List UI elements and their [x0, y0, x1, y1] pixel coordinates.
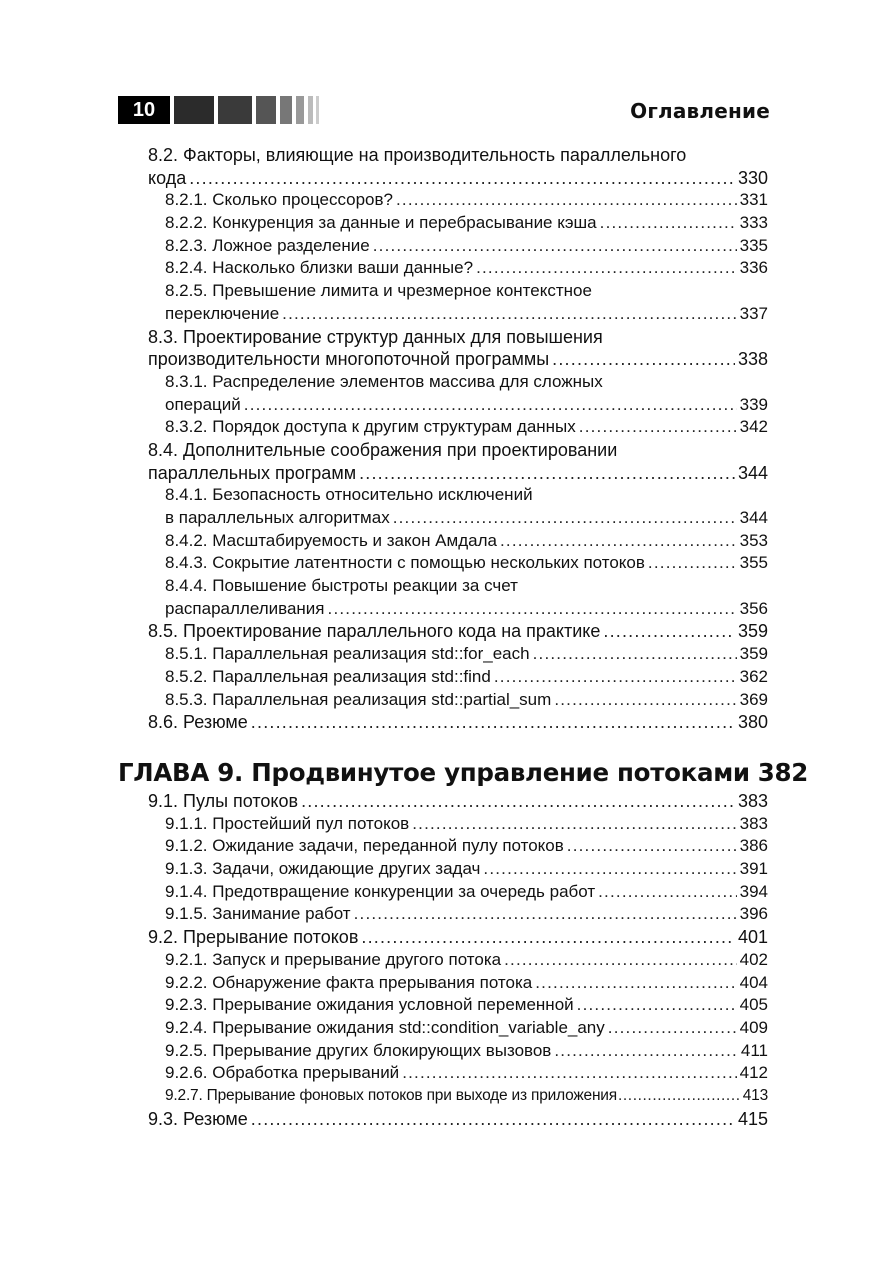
toc-entry-title: операций: [165, 394, 241, 414]
toc-entry[interactable]: [165, 235, 768, 258]
toc-entry[interactable]: [148, 620, 768, 643]
toc-entry[interactable]: [165, 1017, 768, 1040]
toc-entry[interactable]: [165, 972, 768, 995]
toc-entry-page: 413: [742, 1086, 768, 1104]
toc-part-chapter-9: [148, 790, 768, 1130]
toc-entry-title: 8.3.2. Порядок доступа к другим структурам данных: [165, 417, 576, 437]
toc-entry-title: 9.2.2. Обнаружение факта прерывания потока: [165, 972, 533, 992]
toc-entry-page: 339: [739, 394, 768, 414]
toc-entry-page: 359: [737, 621, 768, 642]
toc-entry-page: 331: [739, 190, 768, 210]
toc-entry[interactable]: [148, 348, 768, 371]
toc-entry-page: 396: [739, 904, 768, 924]
dot-leader: [504, 949, 737, 972]
toc-entry[interactable]: [165, 643, 768, 666]
toc-entry[interactable]: [165, 1040, 768, 1063]
dot-leader: [393, 507, 737, 530]
toc-entry[interactable]: [165, 303, 768, 326]
dot-leader: [361, 926, 735, 949]
toc-entry[interactable]: [165, 949, 768, 972]
dot-leader: [500, 530, 737, 553]
toc-entry-page: 344: [739, 508, 768, 527]
toc-entry-page: 335: [739, 235, 768, 255]
toc-entry-title: 9.2.3. Прерывание ожидания условной переменной: [165, 995, 574, 1015]
toc-entry[interactable]: [165, 507, 768, 530]
toc-entry[interactable]: [165, 666, 768, 689]
toc-entry-page: 342: [739, 417, 768, 437]
toc-entry[interactable]: [165, 552, 768, 575]
toc-entry-page: 394: [739, 881, 768, 901]
dot-leader: [359, 462, 735, 485]
toc-entry-page: 369: [739, 689, 768, 709]
header-decor-block: [296, 96, 304, 124]
toc-entry-page: 362: [739, 666, 768, 686]
toc-entry[interactable]: [165, 858, 768, 881]
toc-entry-title: 8.2.3. Ложное разделение: [165, 235, 370, 255]
toc-entry-title: кода: [148, 167, 187, 188]
toc-entry-title: 8.4.3. Сокрытие латентности с помощью нескольких потоков: [165, 553, 645, 573]
dot-leader: [579, 416, 737, 439]
toc-entry[interactable]: [148, 790, 768, 813]
toc-entry-page: 391: [739, 859, 768, 879]
toc-entry[interactable]: [165, 371, 768, 394]
toc-entry-page: 404: [739, 972, 768, 992]
toc-entry-title: 8.4. Дополнительные соображения при проектировании: [148, 439, 618, 460]
dot-leader: [648, 552, 737, 575]
page-header: [118, 96, 770, 126]
toc-entry[interactable]: [148, 326, 768, 349]
toc-entry-page: 409: [739, 1017, 768, 1037]
toc-entry-page: 405: [739, 995, 768, 1015]
toc-entry[interactable]: [148, 462, 768, 485]
toc-entry-title: 8.4.4. Повышение быстроты реакции за счет: [165, 576, 518, 596]
section-title: Оглавление: [630, 99, 770, 123]
dot-leader: [554, 1040, 738, 1063]
dot-leader: [189, 167, 735, 190]
toc-entry-title: 9.2. Прерывание потоков: [148, 927, 359, 948]
toc-entry-page: 412: [739, 1063, 768, 1083]
toc-entry[interactable]: [165, 598, 768, 621]
toc-entry-page: 355: [739, 553, 768, 573]
dot-leader: [412, 813, 736, 836]
toc-entry-title: 8.2.1. Сколько процессоров?: [165, 190, 393, 210]
toc-entry[interactable]: [165, 484, 768, 507]
toc-entry[interactable]: [148, 167, 768, 190]
dot-leader: [494, 666, 737, 689]
toc-entry-title: переключение: [165, 303, 280, 323]
dot-leader: [600, 212, 737, 235]
toc-entry-title: 9.3. Резюме: [148, 1108, 248, 1129]
toc-entry-title: 8.3. Проектирование структур данных для повышения: [148, 326, 603, 347]
toc-entry-page: 386: [739, 836, 768, 856]
toc-entry-title: производительности многопоточной программы: [148, 349, 550, 370]
toc-entry[interactable]: [165, 212, 768, 235]
toc-entry-title: 9.1.2. Ожидание задачи, переданной пулу потоков: [165, 836, 564, 856]
dot-leader: [552, 348, 735, 371]
toc-entry-page: 359: [739, 644, 768, 664]
toc-entry-title: 8.5.3. Параллельная реализация std::partial_sum: [165, 689, 552, 709]
toc-part-chapter-8: [148, 144, 768, 734]
toc-entry-title: 8.6. Резюме: [148, 712, 248, 733]
toc-entry-page: 380: [737, 712, 768, 733]
toc-entry[interactable]: [165, 257, 768, 280]
toc-entry[interactable]: [165, 394, 768, 417]
toc-entry[interactable]: [165, 689, 768, 712]
toc-entry-title: 8.5. Проектирование параллельного кода на практике: [148, 621, 601, 642]
chapter-title: ГЛАВА 9. Продвинутое управление потоками: [118, 758, 750, 787]
toc-entry-title: 8.2. Факторы, влияющие на производительность параллельного: [148, 145, 687, 165]
toc-entry-page: 337: [739, 303, 768, 323]
toc-entry-title: параллельных программ: [148, 462, 357, 483]
toc-entry-title: 9.1.4. Предотвращение конкуренции за очередь работ: [165, 881, 596, 901]
toc-entry-title: 8.4.1. Безопасность относительно исключений: [165, 485, 533, 505]
toc-entry-page: 353: [739, 530, 768, 550]
toc-entry-page: 411: [740, 1040, 768, 1060]
toc-entry[interactable]: [165, 903, 768, 926]
toc-entry[interactable]: [165, 1085, 768, 1108]
toc-entry-title: 9.2.1. Запуск и прерывание другого потока: [165, 949, 502, 969]
toc-entry-page: 338: [737, 349, 768, 370]
dot-leader: [476, 257, 737, 280]
toc-entry-page: 333: [739, 213, 768, 233]
dot-leader: [533, 643, 737, 666]
dot-leader: [603, 620, 735, 643]
toc-entry[interactable]: [148, 926, 768, 949]
toc-entry-title: 8.4.2. Масштабируемость и закон Амдала: [165, 530, 497, 550]
toc-entry[interactable]: [165, 189, 768, 212]
toc-entry-title: 8.5.2. Параллельная реализация std::find: [165, 666, 491, 686]
toc-entry-page: 356: [739, 598, 768, 618]
toc-entry-title: 9.2.4. Прерывание ожидания std::condition_variable_any: [165, 1017, 605, 1037]
toc-entry-title: распараллеливания: [165, 598, 325, 618]
toc-entry-title: 9.2.7. Прерывание фоновых потоков при выходе из приложения: [165, 1086, 617, 1104]
dot-leader: [483, 858, 736, 881]
header-decor-block: [256, 96, 276, 124]
dot-leader: [554, 689, 736, 712]
dot-leader: [598, 881, 737, 904]
header-decor-block: [174, 96, 214, 124]
dot-leader: [251, 1108, 735, 1131]
toc-entry-title: 8.5.1. Параллельная реализация std::for_each: [165, 644, 530, 664]
toc-entry-title: 9.1. Пулы потоков: [148, 791, 299, 811]
dot-leader: [328, 598, 737, 621]
toc-entry-page: 401: [737, 927, 768, 948]
toc-entry-title: 9.1.1. Простейший пул потоков: [165, 813, 410, 833]
dot-leader: [244, 394, 737, 417]
toc-entry-title: 9.1.5. Занимание работ: [165, 904, 351, 924]
toc-entry[interactable]: [165, 575, 768, 598]
dot-leader: [354, 903, 737, 926]
toc-entry-title: 8.3.1. Распределение элементов массива для сложных: [165, 371, 603, 391]
toc-entry[interactable]: [165, 835, 768, 858]
dot-leader: [577, 994, 737, 1017]
toc-entry[interactable]: [165, 280, 768, 303]
header-decor-block: [218, 96, 252, 124]
dot-leader: [251, 711, 735, 734]
toc-entry-title: 8.2.5. Превышение лимита и чрезмерное контекстное: [165, 281, 592, 301]
toc-entry[interactable]: [165, 416, 768, 439]
toc-entry-title: 8.2.4. Насколько близки ваши данные?: [165, 258, 474, 278]
chapter-heading[interactable]: [118, 758, 809, 792]
toc-entry[interactable]: [148, 439, 768, 462]
dot-leader: [535, 972, 736, 995]
toc-entry[interactable]: [165, 881, 768, 904]
toc-entry-page: 336: [739, 258, 768, 278]
toc-entry[interactable]: [148, 1108, 768, 1131]
toc-entry[interactable]: [165, 994, 768, 1017]
dot-leader: [618, 1085, 742, 1108]
dot-leader: [282, 303, 736, 326]
dot-leader: [301, 790, 735, 813]
header-decor-block: [316, 96, 319, 124]
dot-leader: [402, 1062, 736, 1085]
toc-entry-title: 8.2.2. Конкуренция за данные и перебрасывание кэша: [165, 213, 597, 233]
toc-entry-page: 383: [737, 791, 768, 811]
dot-leader: [608, 1017, 737, 1040]
toc-entry-page: 344: [737, 462, 768, 483]
header-decor-block: [280, 96, 292, 124]
toc-entry-page: 330: [737, 167, 768, 188]
toc-entry-page: 402: [739, 949, 768, 969]
toc-entry-page: 383: [739, 813, 768, 833]
toc-entry-title: 9.2.6. Обработка прерываний: [165, 1063, 400, 1083]
header-decor-block: [308, 96, 313, 124]
toc-entry[interactable]: [165, 1062, 768, 1085]
toc-entry-title: 9.2.5. Прерывание других блокирующих вызовов: [165, 1040, 552, 1060]
toc-entry[interactable]: [148, 711, 768, 734]
toc-entry-title: 9.1.3. Задачи, ожидающие других задач: [165, 859, 481, 879]
toc-entry-title: в параллельных алгоритмах: [165, 508, 390, 527]
toc-entry-page: 415: [737, 1108, 768, 1129]
toc-entry[interactable]: [148, 144, 768, 167]
dot-leader: [396, 189, 737, 212]
chapter-page: 382: [757, 758, 809, 787]
toc-entry[interactable]: [165, 813, 768, 836]
page-number: 10: [118, 96, 170, 124]
toc-entry[interactable]: [165, 530, 768, 553]
dot-leader: [373, 235, 737, 258]
dot-leader: [567, 835, 737, 858]
